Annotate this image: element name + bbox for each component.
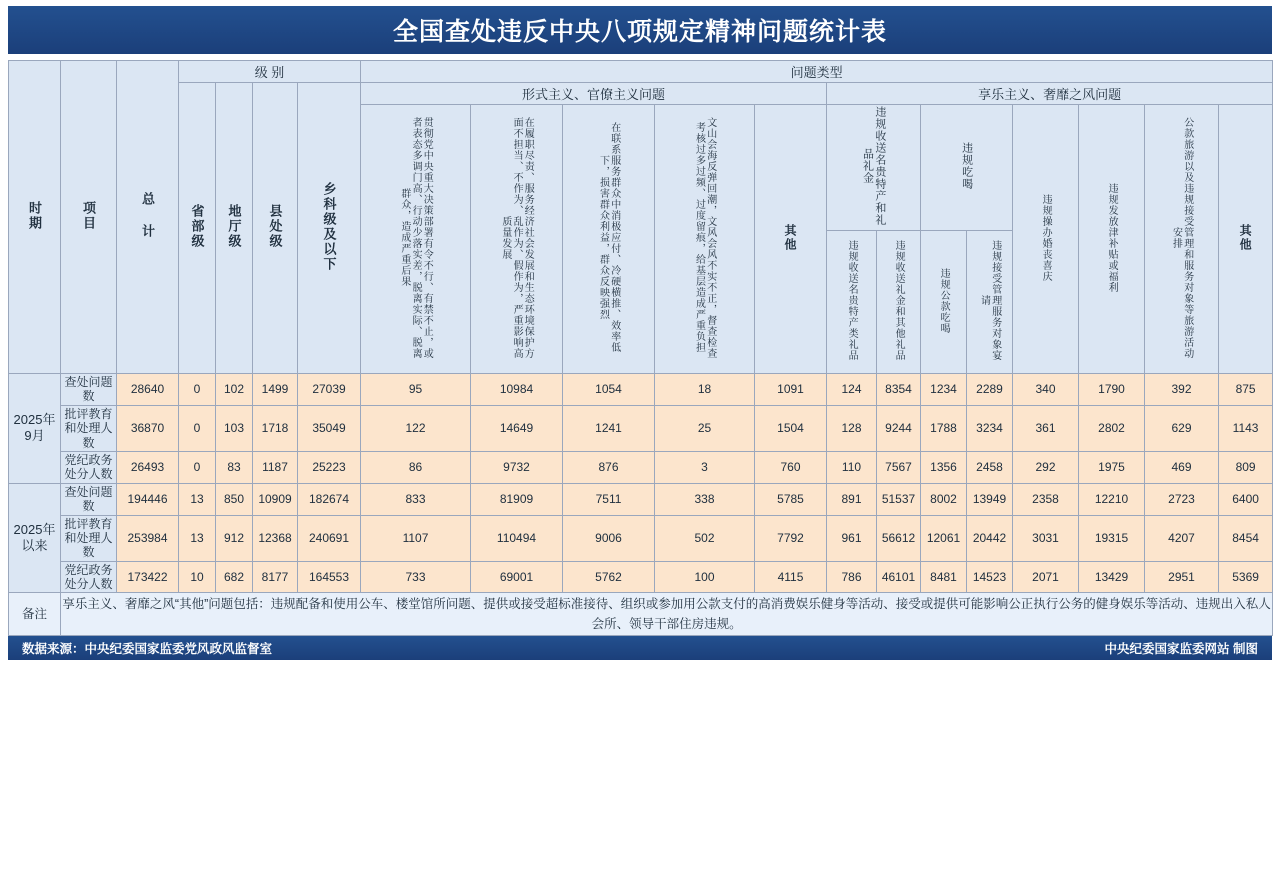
header-problem-type: 问题类型 bbox=[361, 61, 1273, 83]
cell-a2: 81909 bbox=[471, 483, 563, 515]
cell-b1: 110 bbox=[827, 451, 877, 483]
statistics-table-page bbox=[0, 6, 1280, 886]
cell-b3: 1788 bbox=[921, 405, 967, 451]
header-b-group-dining: 违规吃喝 bbox=[921, 105, 1013, 231]
header-b-col-allowances: 违规发放津补贴或福利 bbox=[1079, 105, 1145, 374]
cell-level-1: 0 bbox=[179, 374, 216, 406]
cell-b4: 3234 bbox=[967, 405, 1013, 451]
header-row-2 bbox=[9, 83, 1273, 105]
table-row bbox=[9, 405, 1273, 451]
cell-b7: 2951 bbox=[1145, 561, 1219, 593]
cell-b2: 7567 bbox=[877, 451, 921, 483]
cell-b6: 19315 bbox=[1079, 515, 1145, 561]
cell-a3: 1054 bbox=[563, 374, 655, 406]
cell-a1: 833 bbox=[361, 483, 471, 515]
header-b-col-weddings: 违规操办婚丧喜庆 bbox=[1013, 105, 1079, 374]
cell-b6: 12210 bbox=[1079, 483, 1145, 515]
cell-level-1: 13 bbox=[179, 483, 216, 515]
header-b-group-gifts: 违规收送名贵特产和礼品礼金 bbox=[827, 105, 921, 231]
row-label-disciplined: 党纪政务处分人数 bbox=[61, 561, 117, 593]
table-row bbox=[9, 561, 1273, 593]
cell-b1: 786 bbox=[827, 561, 877, 593]
cell-b5: 340 bbox=[1013, 374, 1079, 406]
cell-total: 26493 bbox=[117, 451, 179, 483]
header-period: 时期 bbox=[9, 61, 61, 374]
cell-b7: 469 bbox=[1145, 451, 1219, 483]
note-label: 备注 bbox=[9, 593, 61, 636]
cell-a-other: 1504 bbox=[755, 405, 827, 451]
cell-b3: 1356 bbox=[921, 451, 967, 483]
page-title: 全国查处违反中央八项规定精神问题统计表 bbox=[8, 6, 1272, 54]
cell-b4: 13949 bbox=[967, 483, 1013, 515]
cell-a3: 5762 bbox=[563, 561, 655, 593]
cell-b7: 392 bbox=[1145, 374, 1219, 406]
cell-a2: 9732 bbox=[471, 451, 563, 483]
cell-b1: 961 bbox=[827, 515, 877, 561]
header-item: 项目 bbox=[61, 61, 117, 374]
header-a-col-1: 贯彻党中央重大决策部署有令不行、有禁不止，或者表态多调门高、行动少落实差，脱离实际、脱离群众，造成严重后果 bbox=[361, 105, 471, 374]
cell-a1: 1107 bbox=[361, 515, 471, 561]
cell-level-2: 682 bbox=[216, 561, 253, 593]
statistics-table bbox=[8, 60, 1273, 636]
cell-b1: 891 bbox=[827, 483, 877, 515]
cell-b3: 8481 bbox=[921, 561, 967, 593]
header-row-1 bbox=[9, 61, 1273, 83]
cell-b7: 2723 bbox=[1145, 483, 1219, 515]
cell-b-other: 809 bbox=[1219, 451, 1273, 483]
cell-a4: 100 bbox=[655, 561, 755, 593]
table-row bbox=[9, 515, 1273, 561]
cell-level-3: 1718 bbox=[253, 405, 298, 451]
row-period-2025-09: 2025年9月 bbox=[9, 374, 61, 484]
cell-a4: 338 bbox=[655, 483, 755, 515]
cell-total: 36870 bbox=[117, 405, 179, 451]
cell-a2: 14649 bbox=[471, 405, 563, 451]
cell-a1: 733 bbox=[361, 561, 471, 593]
cell-a-other: 1091 bbox=[755, 374, 827, 406]
cell-b4: 2289 bbox=[967, 374, 1013, 406]
cell-level-1: 0 bbox=[179, 451, 216, 483]
cell-b5: 292 bbox=[1013, 451, 1079, 483]
cell-b5: 3031 bbox=[1013, 515, 1079, 561]
cell-b2: 51537 bbox=[877, 483, 921, 515]
header-b-col-other: 其他 bbox=[1219, 105, 1273, 374]
row-label-criticized: 批评教育和处理人数 bbox=[61, 405, 117, 451]
cell-total: 194446 bbox=[117, 483, 179, 515]
cell-level-2: 102 bbox=[216, 374, 253, 406]
cell-a3: 876 bbox=[563, 451, 655, 483]
header-level-group: 级 别 bbox=[179, 61, 361, 83]
row-label-cases: 查处问题数 bbox=[61, 374, 117, 406]
cell-b3: 8002 bbox=[921, 483, 967, 515]
header-level-xiangke: 乡科级及以下 bbox=[298, 83, 361, 374]
cell-b7: 629 bbox=[1145, 405, 1219, 451]
cell-a-other: 5785 bbox=[755, 483, 827, 515]
cell-a1: 95 bbox=[361, 374, 471, 406]
cell-a2: 110494 bbox=[471, 515, 563, 561]
header-b-dining-public: 违规公款吃喝 bbox=[921, 231, 967, 374]
cell-b-other: 5369 bbox=[1219, 561, 1273, 593]
cell-level-3: 12368 bbox=[253, 515, 298, 561]
header-b-gifts-specialty: 违规收送名贵特产类礼品 bbox=[827, 231, 877, 374]
cell-a3: 7511 bbox=[563, 483, 655, 515]
cell-a3: 9006 bbox=[563, 515, 655, 561]
cell-a3: 1241 bbox=[563, 405, 655, 451]
table-row bbox=[9, 483, 1273, 515]
cell-level-4: 35049 bbox=[298, 405, 361, 451]
cell-b5: 2358 bbox=[1013, 483, 1079, 515]
cell-level-4: 164553 bbox=[298, 561, 361, 593]
cell-b6: 2802 bbox=[1079, 405, 1145, 451]
cell-b6: 1975 bbox=[1079, 451, 1145, 483]
cell-level-2: 83 bbox=[216, 451, 253, 483]
cell-level-2: 103 bbox=[216, 405, 253, 451]
header-a-col-other: 其他 bbox=[755, 105, 827, 374]
header-b-dining-banquet: 违规接受管理服务对象宴请 bbox=[967, 231, 1013, 374]
cell-a-other: 4115 bbox=[755, 561, 827, 593]
source-right: 中央纪委国家监委网站 制图 bbox=[1104, 642, 1258, 657]
header-level-diting: 地厅级 bbox=[216, 83, 253, 374]
cell-level-2: 912 bbox=[216, 515, 253, 561]
header-level-xianchu: 县处级 bbox=[253, 83, 298, 374]
table-row bbox=[9, 374, 1273, 406]
cell-level-4: 240691 bbox=[298, 515, 361, 561]
cell-a4: 3 bbox=[655, 451, 755, 483]
header-total: 总 计 bbox=[117, 61, 179, 374]
cell-total: 28640 bbox=[117, 374, 179, 406]
row-label-criticized: 批评教育和处理人数 bbox=[61, 515, 117, 561]
cell-b2: 46101 bbox=[877, 561, 921, 593]
header-a-col-2: 在履职尽责、服务经济社会发展和生态环境保护方面不担当、不作为、乱作为、假作为，严重影响高质量发展 bbox=[471, 105, 563, 374]
row-period-2025-ytd: 2025年以来 bbox=[9, 483, 61, 593]
cell-b1: 124 bbox=[827, 374, 877, 406]
header-group-formalism: 形式主义、官僚主义问题 bbox=[361, 83, 827, 105]
cell-b6: 13429 bbox=[1079, 561, 1145, 593]
cell-a4: 18 bbox=[655, 374, 755, 406]
cell-b3: 1234 bbox=[921, 374, 967, 406]
cell-level-1: 0 bbox=[179, 405, 216, 451]
cell-b1: 128 bbox=[827, 405, 877, 451]
cell-a1: 122 bbox=[361, 405, 471, 451]
cell-level-4: 27039 bbox=[298, 374, 361, 406]
cell-level-2: 850 bbox=[216, 483, 253, 515]
cell-a4: 25 bbox=[655, 405, 755, 451]
header-b-gifts-cash: 违规收送礼金和其他礼品 bbox=[877, 231, 921, 374]
cell-b-other: 1143 bbox=[1219, 405, 1273, 451]
cell-level-3: 1499 bbox=[253, 374, 298, 406]
cell-a-other: 7792 bbox=[755, 515, 827, 561]
cell-level-3: 8177 bbox=[253, 561, 298, 593]
cell-a2: 10984 bbox=[471, 374, 563, 406]
note-row bbox=[9, 593, 1273, 636]
cell-b2: 8354 bbox=[877, 374, 921, 406]
row-label-disciplined: 党纪政务处分人数 bbox=[61, 451, 117, 483]
cell-b2: 9244 bbox=[877, 405, 921, 451]
source-bar bbox=[8, 636, 1272, 660]
cell-level-3: 1187 bbox=[253, 451, 298, 483]
cell-b-other: 6400 bbox=[1219, 483, 1273, 515]
cell-level-4: 182674 bbox=[298, 483, 361, 515]
cell-b6: 1790 bbox=[1079, 374, 1145, 406]
cell-a2: 69001 bbox=[471, 561, 563, 593]
header-level-sheng: 省部级 bbox=[179, 83, 216, 374]
source-left: 数据来源：中央纪委国家监委党风政风监督室 bbox=[22, 642, 273, 657]
cell-b-other: 875 bbox=[1219, 374, 1273, 406]
cell-total: 173422 bbox=[117, 561, 179, 593]
cell-a-other: 760 bbox=[755, 451, 827, 483]
row-label-cases: 查处问题数 bbox=[61, 483, 117, 515]
cell-level-4: 25223 bbox=[298, 451, 361, 483]
cell-b3: 12061 bbox=[921, 515, 967, 561]
header-b-col-travel: 公款旅游以及违规接受管理和服务对象等旅游活动安排 bbox=[1145, 105, 1219, 374]
cell-a4: 502 bbox=[655, 515, 755, 561]
cell-b5: 2071 bbox=[1013, 561, 1079, 593]
header-a-col-4: 文山会海反弹回潮，文风会风不实不正，督查检查考核过多过频、过度留痕，给基层造成严重负担 bbox=[655, 105, 755, 374]
note-text: 享乐主义、奢靡之风“其他”问题包括：违规配备和使用公车、楼堂馆所问题、提供或接受超标准接待、组织或参加用公款支付的高消费娱乐健身等活动、接受或提供可能影响公正执行公务的健身娱乐等活动、违规出入私人会所、领导干部住房违规。 bbox=[61, 593, 1273, 636]
cell-b4: 2458 bbox=[967, 451, 1013, 483]
table-row bbox=[9, 451, 1273, 483]
cell-total: 253984 bbox=[117, 515, 179, 561]
header-group-hedonism: 享乐主义、奢靡之风问题 bbox=[827, 83, 1273, 105]
cell-b-other: 8454 bbox=[1219, 515, 1273, 561]
cell-b5: 361 bbox=[1013, 405, 1079, 451]
cell-level-3: 10909 bbox=[253, 483, 298, 515]
cell-level-1: 10 bbox=[179, 561, 216, 593]
cell-b2: 56612 bbox=[877, 515, 921, 561]
cell-b7: 4207 bbox=[1145, 515, 1219, 561]
cell-b4: 20442 bbox=[967, 515, 1013, 561]
cell-b4: 14523 bbox=[967, 561, 1013, 593]
cell-level-1: 13 bbox=[179, 515, 216, 561]
header-a-col-3: 在联系服务群众中消极应付、冷硬横推、效率低下，损害群众利益，群众反映强烈 bbox=[563, 105, 655, 374]
cell-a1: 86 bbox=[361, 451, 471, 483]
